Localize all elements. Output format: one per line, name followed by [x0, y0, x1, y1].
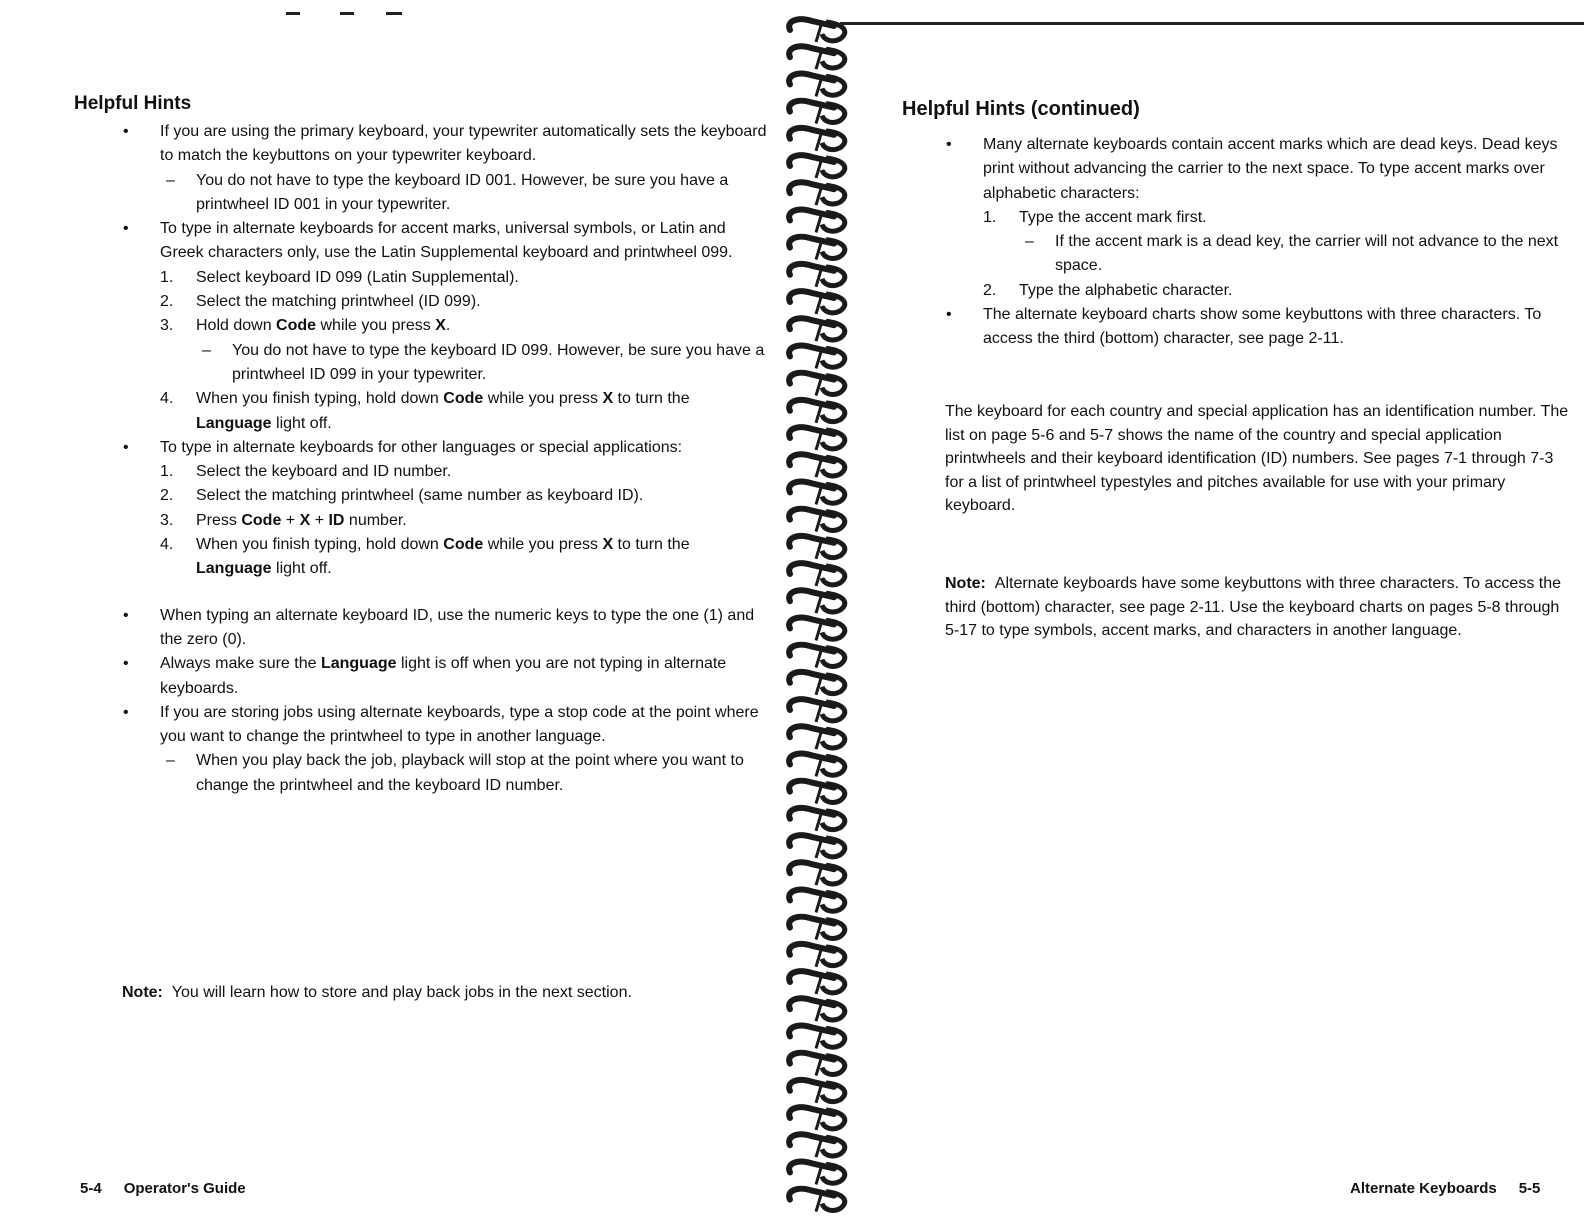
text-segment: Always make sure the	[160, 655, 321, 673]
numbered-step	[122, 533, 767, 582]
right-page-footer	[1350, 1180, 1540, 1197]
dash-subitem	[945, 230, 1577, 279]
item-text: Select the matching printwheel (ID 099).	[196, 293, 481, 311]
numbered-step	[945, 206, 1577, 230]
spiral-coil	[789, 645, 845, 668]
spiral-coil	[789, 373, 845, 396]
step-number: 2.	[160, 487, 174, 505]
spiral-coil	[789, 754, 845, 777]
spiral-coil	[789, 19, 845, 42]
bullet-item	[122, 701, 767, 750]
spiral-coil	[789, 862, 845, 885]
spiral-coil	[789, 482, 845, 505]
spiral-coil	[789, 944, 845, 967]
key-name: Language	[196, 414, 272, 432]
item-text: If you are using the primary keyboard, your typewriter automatically sets the keyboard to match the keybuttons on your typewriter keyboard.	[160, 123, 767, 165]
spiral-coil	[789, 182, 845, 205]
text-segment: light is off when you are not typing in alternate keyboards.	[160, 655, 727, 697]
dash-subitem	[122, 339, 767, 388]
key-name: X	[602, 390, 614, 408]
spiral-coil	[789, 1189, 845, 1212]
item-text: Select keyboard ID 099 (Latin Supplemental).	[196, 268, 519, 286]
step-number: 2.	[160, 293, 174, 311]
text-segment: .	[445, 317, 451, 335]
right-page-paragraph: The keyboard for each country and special application has an identification number. The list on page 5-6 and 5-7 shows the name of the country and special application printwheels and their keyboard identification (ID) numbers. See pages 7-1 through 7-3 for a list of printwheel typestyles and pitches available for use with your primary keyboard.	[945, 403, 1569, 514]
spiral-coil	[789, 563, 845, 586]
spiral-coil	[789, 890, 845, 913]
spiral-coil	[789, 726, 845, 749]
spacer	[122, 582, 767, 604]
note-label: Note:	[122, 984, 163, 1001]
left-page-heading: Helpful Hints	[74, 93, 192, 114]
step-number: 3.	[160, 317, 174, 335]
text-segment: number.	[344, 511, 407, 529]
key-name: X	[435, 317, 446, 335]
spiral-coil	[789, 672, 845, 695]
spiral-coil	[789, 1134, 845, 1157]
step-number: 1.	[983, 208, 997, 226]
bullet-item	[945, 303, 1577, 352]
step-number: 3.	[160, 511, 174, 529]
item-text: To type in alternate keyboards for accent marks, universal symbols, or Latin and Greek characters only, use the Latin Supplemental keyboard and printwheel 099.	[160, 220, 733, 262]
item-text: You do not have to type the keyboard ID 099. However, be sure you have a printwheel ID 099 in your typewriter.	[232, 341, 765, 383]
key-name: Code	[241, 511, 282, 529]
text-segment: to turn the	[613, 390, 690, 408]
key-name: Code	[276, 317, 317, 335]
numbered-step	[122, 314, 767, 338]
item-text: When typing an alternate keyboard ID, use the numeric keys to type the one (1) and the zero (0).	[160, 606, 755, 648]
spiral-coil	[789, 427, 845, 450]
item-text: To type in alternate keyboards for other languages or special applications:	[160, 438, 683, 456]
right-page	[850, 0, 1584, 1224]
numbered-step	[122, 266, 767, 290]
numbered-step	[122, 509, 767, 533]
text-segment: When you finish typing, hold down	[196, 536, 444, 554]
footer-title: Operator's Guide	[123, 1180, 246, 1197]
step-number: 2.	[983, 281, 997, 299]
spiral-coil	[789, 699, 845, 722]
text-segment: light off.	[271, 414, 332, 432]
spiral-coil	[789, 1107, 845, 1130]
item-text: Select the matching printwheel (same number as keyboard ID).	[196, 487, 644, 505]
spiral-coil	[789, 346, 845, 369]
text-segment: while you press	[483, 536, 603, 554]
footer-title: Alternate Keyboards	[1350, 1180, 1497, 1197]
left-page-note	[122, 981, 762, 1005]
spiral-coil	[789, 101, 845, 124]
item-text: If the accent mark is a dead key, the carrier will not advance to the next space.	[1055, 233, 1559, 275]
item-text: Type the accent mark first.	[1019, 208, 1207, 226]
spiral-coil	[789, 590, 845, 613]
step-number: 4.	[160, 536, 174, 554]
key-name: Language	[196, 560, 272, 578]
spiral-coil	[789, 46, 845, 69]
text-segment: light off.	[271, 560, 332, 578]
note-label: Note:	[945, 575, 986, 592]
step-number: 1.	[160, 268, 174, 286]
spiral-coil	[789, 1162, 845, 1185]
bullet-item	[122, 217, 767, 266]
spiral-coil	[789, 128, 845, 151]
item-text: When you play back the job, playback will stop at the point where you want to change the printwheel and the keyboard ID number.	[196, 752, 744, 794]
spiral-coil	[789, 781, 845, 804]
text-segment: +	[281, 511, 300, 529]
right-page-note	[945, 572, 1575, 643]
left-page	[0, 0, 790, 1224]
key-name: X	[299, 511, 311, 529]
item-text: Many alternate keyboards contain accent marks which are dead keys. Dead keys print without advancing the carrier to the next space. To type accent marks over alphabetic characters:	[983, 136, 1558, 202]
item-text: Select the keyboard and ID number.	[196, 463, 452, 481]
text-segment: Hold down	[196, 317, 277, 335]
item-text: If you are storing jobs using alternate keyboards, type a stop code at the point where you want to change the printwheel to type in another language.	[160, 703, 759, 746]
dash-subitem	[122, 749, 767, 798]
key-name: Language	[320, 655, 397, 673]
item-text: You do not have to type the keyboard ID 001. However, be sure you have a printwheel ID 001 in your typewriter.	[196, 171, 729, 213]
spiral-coil	[789, 1080, 845, 1103]
right-page-hints-list	[945, 133, 1577, 352]
key-name: Code	[443, 536, 484, 554]
spiral-coil	[789, 74, 845, 97]
spiral-coil	[789, 808, 845, 831]
left-page-footer	[80, 1180, 246, 1197]
item-text: The alternate keyboard charts show some keybuttons with three characters. To access the third (bottom) character, see page 2-11.	[983, 306, 1542, 348]
numbered-step	[122, 460, 767, 484]
text-segment: to turn the	[613, 536, 690, 554]
spiral-coil	[789, 917, 845, 940]
spiral-coil	[789, 971, 845, 994]
item-text: Type the alphabetic character.	[1019, 281, 1233, 299]
text-segment: while you press	[316, 317, 436, 335]
bullet-item	[122, 436, 767, 460]
spiral-coil	[789, 318, 845, 341]
spiral-coil	[789, 998, 845, 1021]
bullet-item	[945, 133, 1577, 206]
spiral-coil	[789, 454, 845, 477]
spiral-coil	[789, 291, 845, 314]
key-name: ID	[328, 511, 345, 529]
dash-subitem	[122, 169, 767, 218]
bullet-item	[122, 120, 767, 169]
footer-page-number: 5-4	[80, 1180, 102, 1197]
numbered-step	[122, 484, 767, 508]
numbered-step	[122, 387, 767, 436]
left-page-hints-list	[122, 120, 767, 798]
top-dash-marks	[286, 12, 416, 16]
spiral-coil	[789, 400, 845, 423]
bullet-item	[122, 652, 767, 701]
spiral-coil	[789, 509, 845, 532]
bullet-item	[122, 604, 767, 653]
spiral-coil	[789, 237, 845, 260]
spiral-coil	[789, 536, 845, 559]
spiral-coil	[789, 1026, 845, 1049]
spiral-coil	[789, 210, 845, 233]
text-segment: Press	[196, 511, 242, 529]
key-name: Code	[443, 390, 484, 408]
text-segment: while you press	[483, 390, 603, 408]
key-name: X	[602, 536, 614, 554]
text-segment: +	[310, 511, 329, 529]
spiral-coil	[789, 618, 845, 641]
numbered-step	[945, 279, 1577, 303]
step-number: 1.	[160, 463, 174, 481]
spiral-coil	[789, 155, 845, 178]
right-page-heading: Helpful Hints (continued)	[902, 98, 1140, 120]
text-segment: When you finish typing, hold down	[196, 390, 444, 408]
note-text: You will learn how to store and play back jobs in the next section.	[171, 984, 632, 1001]
spiral-coil	[789, 835, 845, 858]
spiral-coil	[789, 264, 845, 287]
numbered-step	[122, 290, 767, 314]
step-number: 4.	[160, 390, 174, 408]
note-text: Alternate keyboards have some keybuttons with three characters. To access the third (bottom) character, see page 2-11. Use the keyboard charts on pages 5-8 through 5-17 to type symbols, accent marks, and characters in another language.	[945, 575, 1562, 639]
footer-page-number: 5-5	[1518, 1180, 1541, 1197]
spiral-coil	[789, 1053, 845, 1076]
